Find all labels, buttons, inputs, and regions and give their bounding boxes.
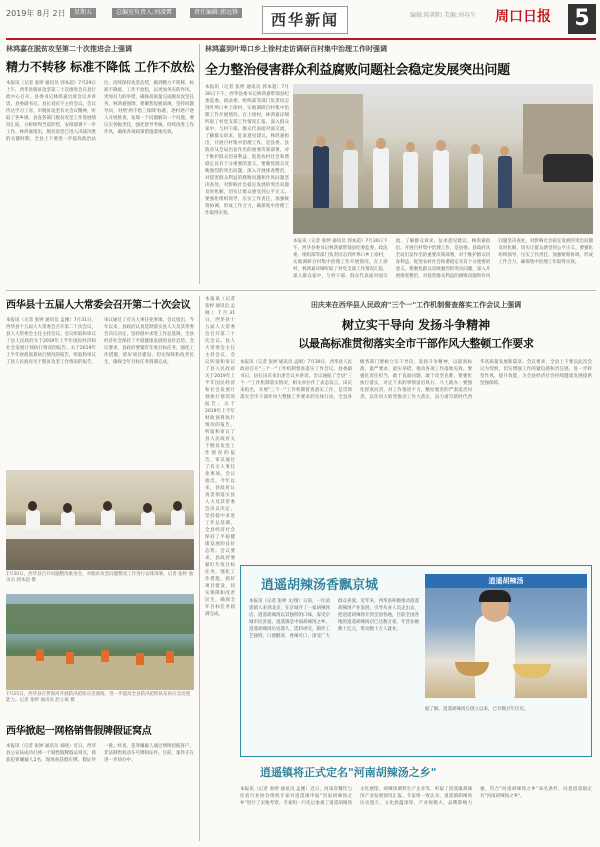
article-headline: 西华掀起一网格销售假牌假证窝点 [6,726,152,737]
photo-caption: 7月25日，西华县在贾鲁河开展防汛抢险应急演练，进一步提高全县防汛抢险队伍的应急处置能力。记者 张婷 通讯员 赵立斌 摄 [6,692,191,703]
shop-banner: 逍遥胡辣汤 [425,574,587,588]
food-plate-icon [513,664,551,678]
chef-figure [475,614,515,698]
person-head [173,501,182,511]
person-figure [373,148,389,208]
person-head [143,503,152,513]
worker-figure [101,650,109,662]
section-title: 西华新闻 [262,6,348,34]
article-body: 本报讯（记者 张婷 通讯员 孟刚）7月31日，西华县十五届人大常委会召开第二十次会议。县人大常委会主任主持会议。会议听取和审议了县人民政府关于2019年上半年国民经济和社会发展计划执行情况的报告、关于2019年上半年财政预算执行情况的报告，听取和审议了县人民政府关于脱贫攻坚工作情况的报告，审议通过了有关人事任免事项。会议指出，今年以来，县政府认真贯彻落实县人大及其常委会决议决定，坚持稳中求进工作总基调，全县经济社会保持了平稳健康发展的良好态势。会议要求，县政府要紧盯年度目标任务，强化工作措施，抓好项目建设，切实保障和改善民生，确保全年目标任务圆满完成。 [6,318,194,365]
person-head [406,142,415,152]
article-body-continued: 本报讯（记者 张婷 通讯员 孟刚）7月31日，西华县十五届人大常委会召开第二十次会议。县人大常委会主任主持会议。会议听取和审议了县人民政府关于2019年上半年国民经济和社会发展计划执行情况的报告、关于2019年上半年财政预算执行情况的报告，听取和审议了县人民政府关于脱贫攻坚工作情况的报告，审议通过了有关人事任免事项。会议指出，今年以来，县政府认真贯彻落实县人大及其常委会决议决定，坚持稳中求进工作总基调，全县经济社会保持了平稳健康发展的良好态势。会议要求，县政府要紧盯年度目标任务，强化工作措施，抓好项目建设，切实保障和改善民生，确保全年目标任务圆满完成。 [205,297,235,617]
worker-figure [136,653,144,665]
article-kicker: 田庆来在西华县人民政府"三个一"工作机制督查落实工作会议上强调 [310,301,522,309]
person-head [436,140,446,151]
article-body: 本报讯（记者 张婷 通讯员 郭本超）7月29日上午，西华县脱贫攻坚第二十次推进会在县行政中心召开。县委书记林鸿嘉出席会议并讲话。县委副书记、县长刘庆宇主持会议。会议传达学习了省、市脱贫攻坚有关会议精神，听取了各乡镇、县直各部门脱贫攻坚工作进展情况汇报，分析研判当前形势，安排部署下一步工作。林鸿嘉指出，脱贫攻坚已进入决战决胜的关键时期，全县上下要进一步提高政治站位，持续保持攻坚态势，做到精力不转移、标准不降低、工作不放松，以更加务实的作风、更加有力的举措，确保高质量完成脱贫攻坚任务。林鸿嘉强调，要聚焦短板弱项，坚持问题导向，对照'两不愁三保障'标准，逐村逐户逐人开展排查，发现一个问题解决一个问题。要压实各级责任，强化督导考核，持续改进工作作风，确保各项政策措施落地见效。 [6,81,194,142]
worker-figure [166,651,174,663]
article-fake-plates [6,722,194,843]
article-body: 本报讯（记者 张婷 通讯员 孟刚）近日，河南省餐饮与住宿行业协会组织专家对逍遥镇申报"河南胡辣汤之乡"进行了实地考察。专家组一行先后参观了逍遥胡辣汤文化展馆、胡辣汤调料生产企业等，听取了逍遥镇胡辣汤产业发展情况汇报。专家组一致认为，逍遥镇胡辣汤历史悠久，文化底蕴深厚，产业规模大，品牌影响力强，符合"河南胡辣汤之乡"命名条件，同意逍遥镇定名"河南胡辣汤之乡"。 [240,787,592,806]
article-poverty-alleviation [6,44,194,256]
chef-hair [479,590,511,602]
article-headline: 逍遥胡辣汤香飘京城 [261,578,379,593]
article-body: 本报讯（记者 张婷 通讯员 孟刚）7月30日，西华县人民政府召开"三个一"工作机制督查落实工作会议。县委副书记、县长田庆来出席会议并讲话。会议通报了全县"三个一"工作机制落实情况，相关单位作了表态发言。田庆来指出，开展"三个一"工作机制督查落实工作，是贯彻落实全市干部作风大整顿工作要求的具体行动。全县各级各部门要树立实干导向，发扬斗争精神，以最高标准、最严要求、最实举措，推动各项工作落地见效。要强化责任担当，敢于直面问题、敢于攻坚克难；要强化执行落实，对定下来的事情雷厉风行、马上就办；要强化督查问责，对工作推进不力、敷衍塞责的严肃追责问责，以作风大转变推动工作大落实，奋力谱写新时代西华高质量发展新篇章。会议要求，全县上下要以此次会议为契机，切实增强工作的紧迫感和责任感，进一步转变作风、提升效能，为全县经济社会持续健康发展提供坚强保障。 [240,360,592,400]
article-hulatang-hometown [240,764,592,842]
article-body-continued: 本报讯（记者 张婷 通讯员 郭本超）7月30日下午，西华县委书记林鸿嘉带领县纪委监委、政法委、组织部等部门负责同志到叶埠口乡上徐村，实地调研百村集中治理工作开展情况。在上徐村，林鸿嘉详细听取了村党支部工作情况汇报，深入群众家中，与村干部、群众代表面对面交流，了解群众诉求，征求意见建议。林鸿嘉指出，开展百村集中治理工作，是县委、县政府从全局出发作出的重要决策部署，对于维护群众切身利益、促进农村社会和谐稳定具有十分重要的意义。要聚焦群众反映强烈的突出问题，深入开展排查整治，对侵害群众利益的腐败问题和作风问题坚决查处，对影响社会稳定发展的突出问题及时化解，切实让群众感受到公平正义。要强化组织领导，压实工作责任，加强统筹协调，形成工作合力，确保集中治理工作取得实效。 [293,239,593,279]
person-head [103,501,112,511]
ground-shape [293,208,593,234]
flood-drill-photo [6,594,194,690]
person-figure [433,150,449,208]
article-body: 本报讯（记者 张婷 通讯员 刘晓）近日，西华县公安局成功打掉一个制售假牌假证窝点，抓获犯罪嫌疑人2名，现场查获假车牌、假证件一批。经查，犯罪嫌疑人通过网络招揽客户，非法制售机动车号牌和证件。目前，案件正在进一步侦办中。 [6,744,194,763]
article-npc-meeting [6,296,194,467]
article-body-extra: 据了解，逍遥胡辣汤自创立以来，已有数百年历史。 [425,707,529,712]
article-kicker: 林鸿嘉到叶埠口乡上徐村走访调研百村集中治理工作时强调 [205,45,387,53]
article-kicker: 林鸿嘉在脱贫攻坚第二十次推进会上强调 [6,45,132,53]
article-body: 本报讯（记者 张婷 通讯员 郭本超）7月30日下午，西华县委书记林鸿嘉带领县纪委监委、政法委、组织部等部门负责同志到叶埠口乡上徐村，实地调研百村集中治理工作开展情况。在上徐村，林鸿嘉详细听取了村党支部工作情况汇报，深入群众家中，与村干部、群众代表面对面交流，了解群众诉求，征求意见建议。林鸿嘉指出，开展百村集中治理工作，是县委、县政府从全局出发作出的重要决策部署，对于维护群众切身利益、促进农村社会和谐稳定具有十分重要的意义。要聚焦群众反映强烈的突出问题，深入开展排查整治，对侵害群众利益的腐败问题和作风问题坚决查处，对影响社会稳定发展的突出问题及时化解，切实让群众感受到公平正义。要强化组织领导，压实工作责任，加强统筹协调，形成工作合力，确保集中治理工作取得实效。 [205,85,289,216]
header-chip-editor: 责任编辑:郭远锋 [190,8,242,18]
photo-caption: 7月30日，西华县召开问题整改推进会，对脱贫攻坚问题整改工作进行安排部署。记者 张婷 通讯员 郭本超 摄 [6,572,193,583]
article-work-style [240,300,592,569]
person-figure [26,510,40,530]
feature-box-hulatang [240,565,592,757]
person-head [346,140,355,150]
section-divider [6,290,596,291]
page-number: 5 [568,4,596,34]
person-figure [343,150,358,208]
person-figure [141,512,155,530]
meeting-photo [6,470,194,570]
person-head [316,136,326,147]
inspection-photo [293,84,593,234]
issue-date: 2019年 8月 2日 [6,9,66,18]
person-head [376,138,386,149]
worker-figure [36,649,44,661]
article-village-governance [205,44,595,78]
person-figure [313,146,329,208]
column-divider [199,296,200,841]
article-headline: 西华县十五届人大常委会召开第二十次会议 [6,300,191,311]
article-headline: 精力不转移 标准不降低 工作不放松 [6,60,195,74]
newspaper-brand: 周口日报 [495,9,551,25]
person-head [28,501,37,511]
treeline-shape [6,604,194,634]
person-head [63,503,72,513]
person-figure [403,152,418,208]
article-headline: 逍遥镇将正式定名"河南胡辣汤之乡" [260,766,437,779]
person-figure [498,156,512,208]
article-headline: 树立实干导向 发扬斗争精神 [341,318,491,332]
header-rule [6,38,596,40]
person-figure [101,510,115,530]
page-header [0,0,600,40]
header-editor: 编辑:陈朝阳 美编:刘春生 [410,12,476,19]
worker-figure [66,652,74,664]
person-head [500,146,509,156]
person-figure [61,512,75,530]
article-headline: 全力整治侵害群众利益腐败问题社会稳定发展突出问题 [205,63,510,78]
article-body: 本报讯（记者 张婷 文/图）日前，一位逍遥镇人来到北京，在京城开了一家胡辣汤店。逍遥胡辣汤以其独特的口味，深受京城市民喜爱。逍遥镇是中国胡辣汤之乡，逍遥胡辣汤历史悠久，选料讲究，制作工艺独特，口感醇厚，香辣可口，深受广大群众喜爱。近年来，西华县积极推动逍遥胡辣汤产业发展，引导从业人员走出去，把逍遥胡辣汤开到全国各地，目前全国各地的逍遥胡辣汤店已达数万家，年营业额数十亿元，带动数十万人就业。 [249,599,419,639]
header-weekday: 星期五 [70,8,96,18]
header-chip-editor-in-chief: 总编室负责人:刘凌霄 [112,8,176,18]
person-figure [171,510,185,530]
column-divider [199,44,200,284]
car-shape [543,154,593,182]
article-subheadline: 以最高标准贯彻落实全市干部作风大整顿工作要求 [298,337,534,350]
hulatang-photo [425,574,587,698]
person-figure [468,154,483,208]
person-head [471,144,480,154]
